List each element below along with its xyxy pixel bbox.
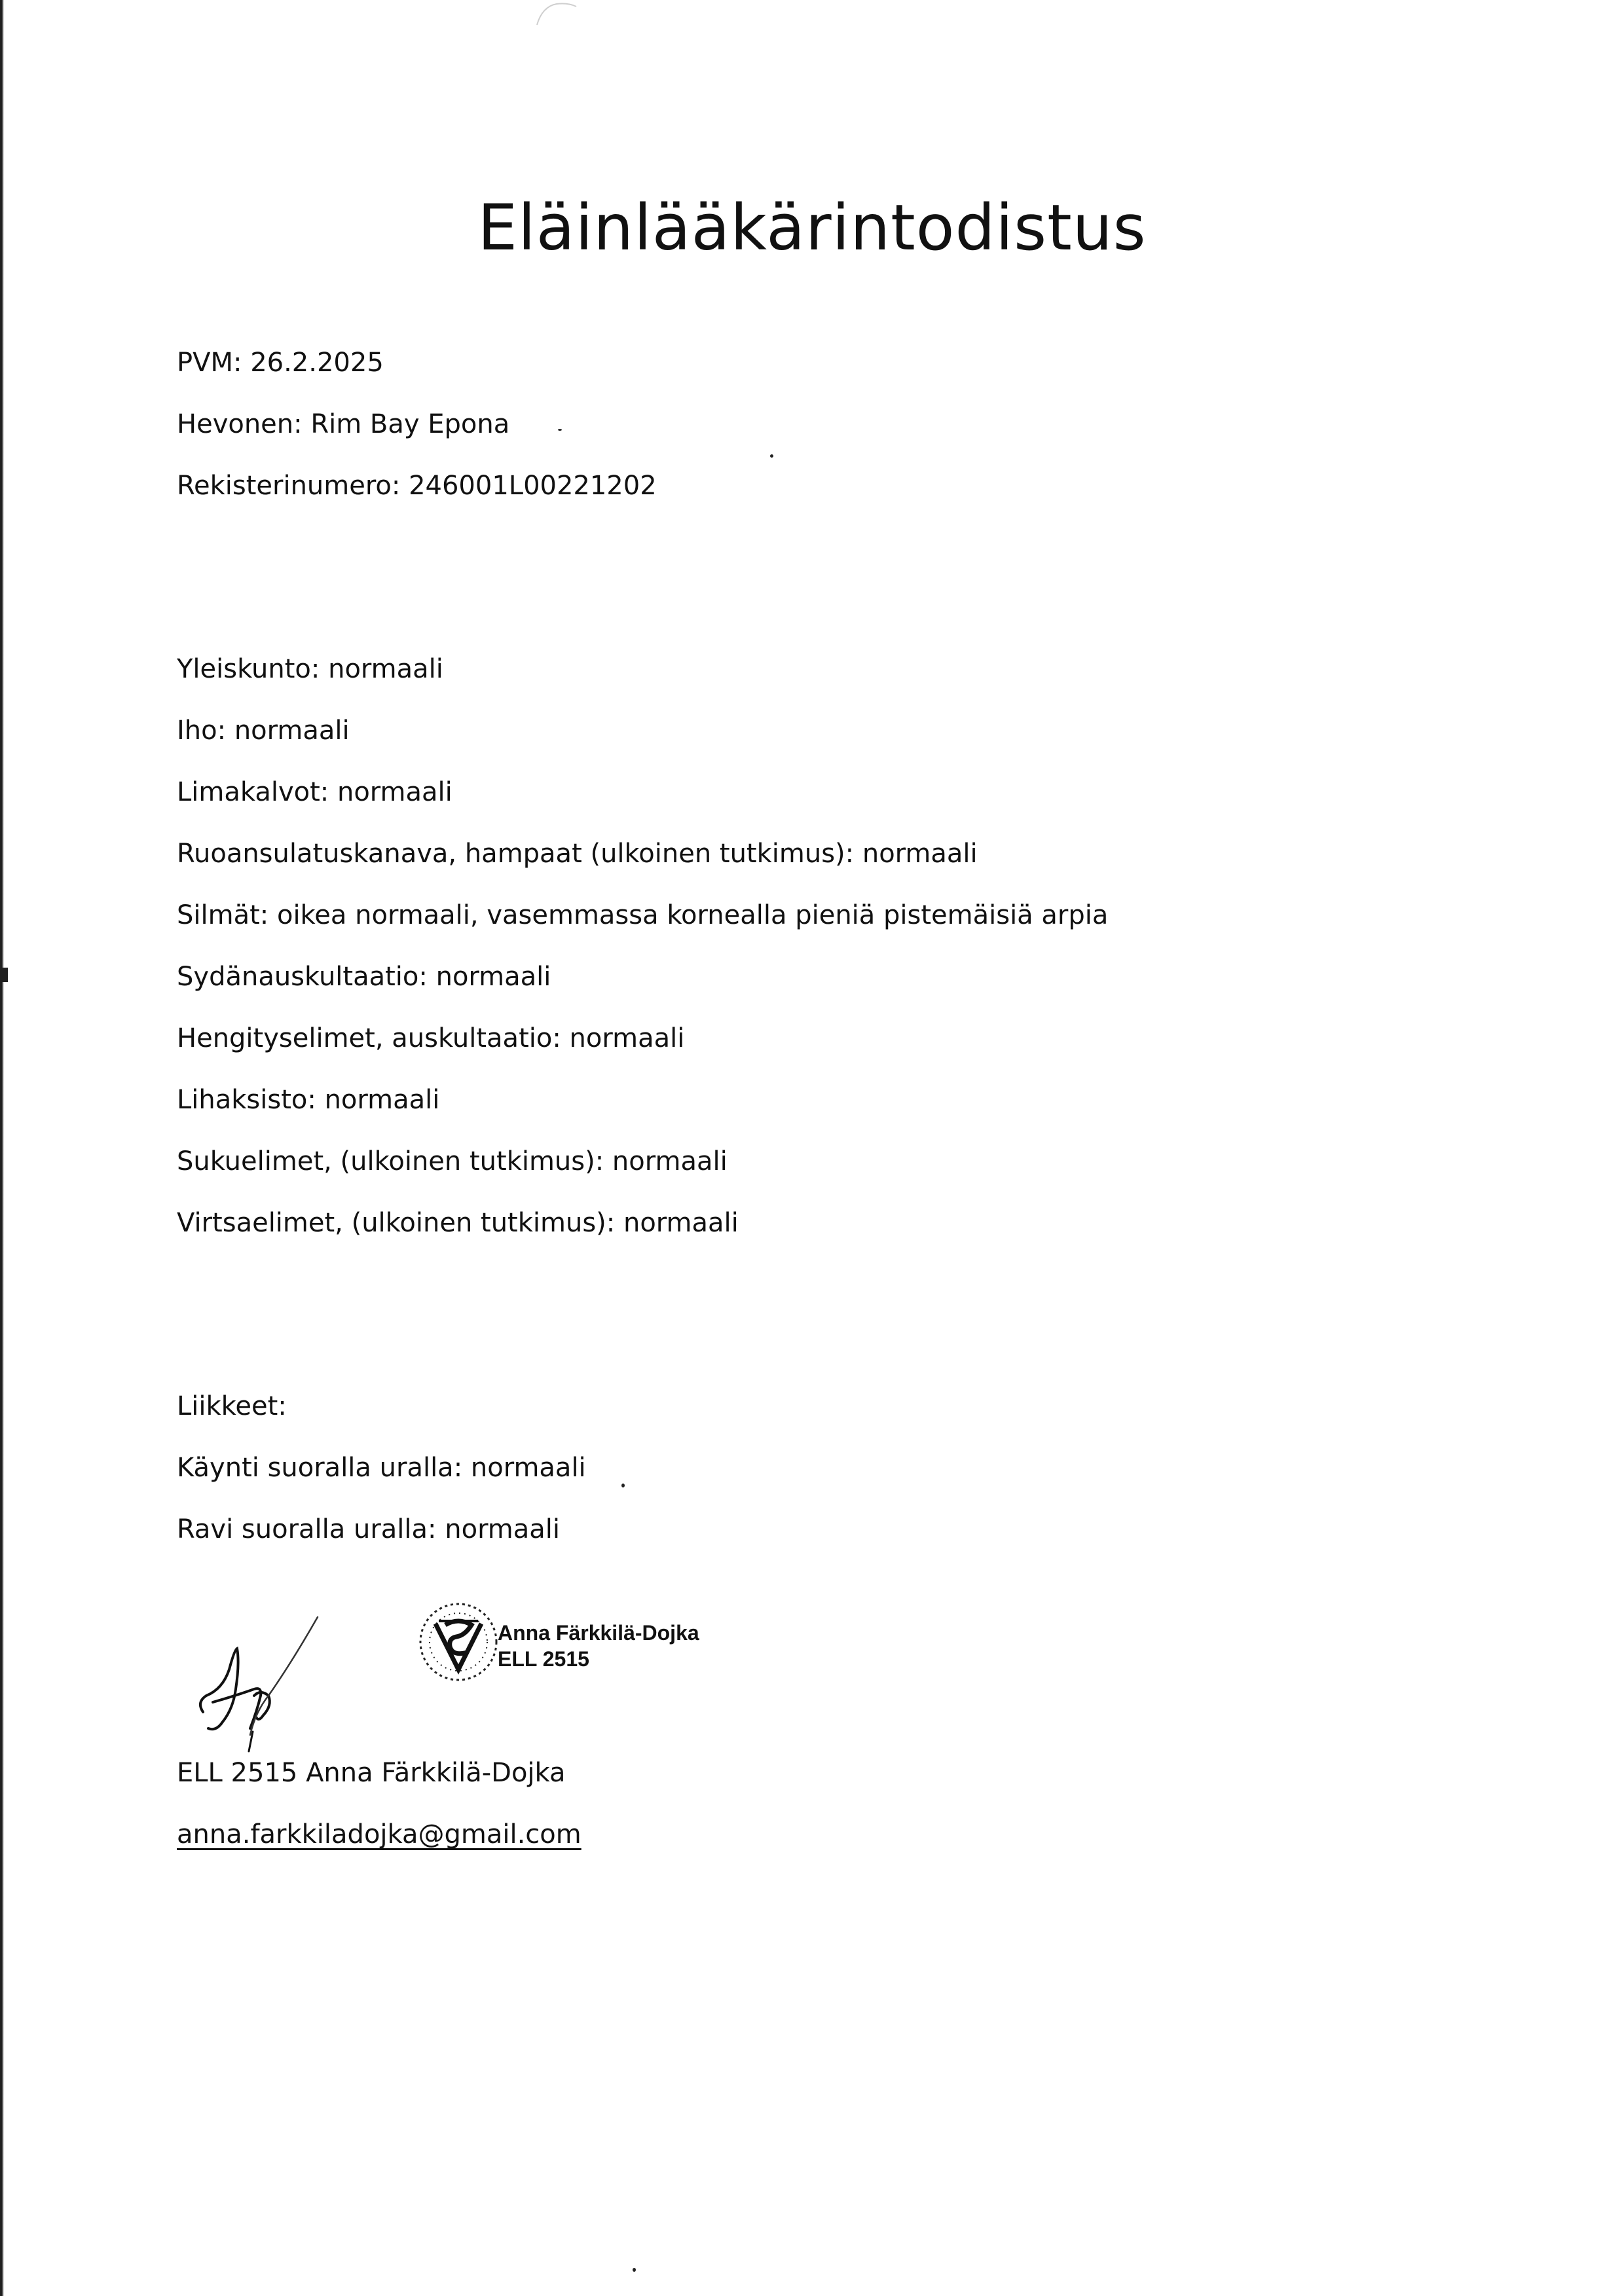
movement-walk: Käynti suoralla uralla: normaali bbox=[177, 1453, 586, 1483]
finding-general-condition: Yleiskunto: normaali bbox=[177, 654, 443, 684]
finding-respiratory: Hengityselimet, auskultaatio: normaali bbox=[177, 1023, 685, 1053]
scan-speck bbox=[621, 1484, 625, 1487]
movement-trot: Ravi suoralla uralla: normaali bbox=[177, 1514, 561, 1544]
movement-heading: Liikkeet: bbox=[177, 1391, 287, 1421]
finding-digestive-teeth: Ruoansulatuskanava, hampaat (ulkoinen tutkimus): normaali bbox=[177, 839, 978, 869]
scan-edge-notch bbox=[0, 968, 8, 982]
date-field: PVM: 26.2.2025 bbox=[177, 348, 384, 378]
finding-mucous-membranes: Limakalvot: normaali bbox=[177, 777, 452, 807]
scan-speck bbox=[633, 2268, 636, 2272]
scan-speck bbox=[558, 429, 562, 431]
document-title: Eläinlääkärintodistus bbox=[477, 191, 1147, 264]
finding-eyes: Silmät: oikea normaali, vasemmassa kornealla pieniä pistemäisiä arpia bbox=[177, 900, 1109, 930]
finding-skin: Iho: normaali bbox=[177, 716, 350, 746]
finding-muscles: Lihaksisto: normaali bbox=[177, 1085, 440, 1115]
scan-speck bbox=[770, 454, 773, 458]
horse-field: Hevonen: Rim Bay Epona bbox=[177, 409, 510, 439]
scan-mark bbox=[530, 0, 583, 26]
handwritten-signature bbox=[177, 1597, 373, 1768]
signer-email[interactable]: anna.farkkiladojka@gmail.com bbox=[177, 1819, 581, 1850]
stamp-id: ELL 2515 bbox=[498, 1647, 589, 1671]
stamp-name: Anna Färkkilä-Dojka bbox=[498, 1621, 699, 1645]
finding-heart: Sydänauskultaatio: normaali bbox=[177, 962, 551, 992]
registration-field: Rekisterinumero: 246001L00221202 bbox=[177, 471, 657, 501]
signer-name-line: ELL 2515 Anna Färkkilä-Dojka bbox=[177, 1758, 566, 1788]
finding-reproductive: Sukuelimet, (ulkoinen tutkimus): normaali bbox=[177, 1146, 728, 1176]
scan-page-edge bbox=[0, 0, 4, 2296]
finding-urinary: Virtsaelimet, (ulkoinen tutkimus): normaali bbox=[177, 1208, 739, 1238]
